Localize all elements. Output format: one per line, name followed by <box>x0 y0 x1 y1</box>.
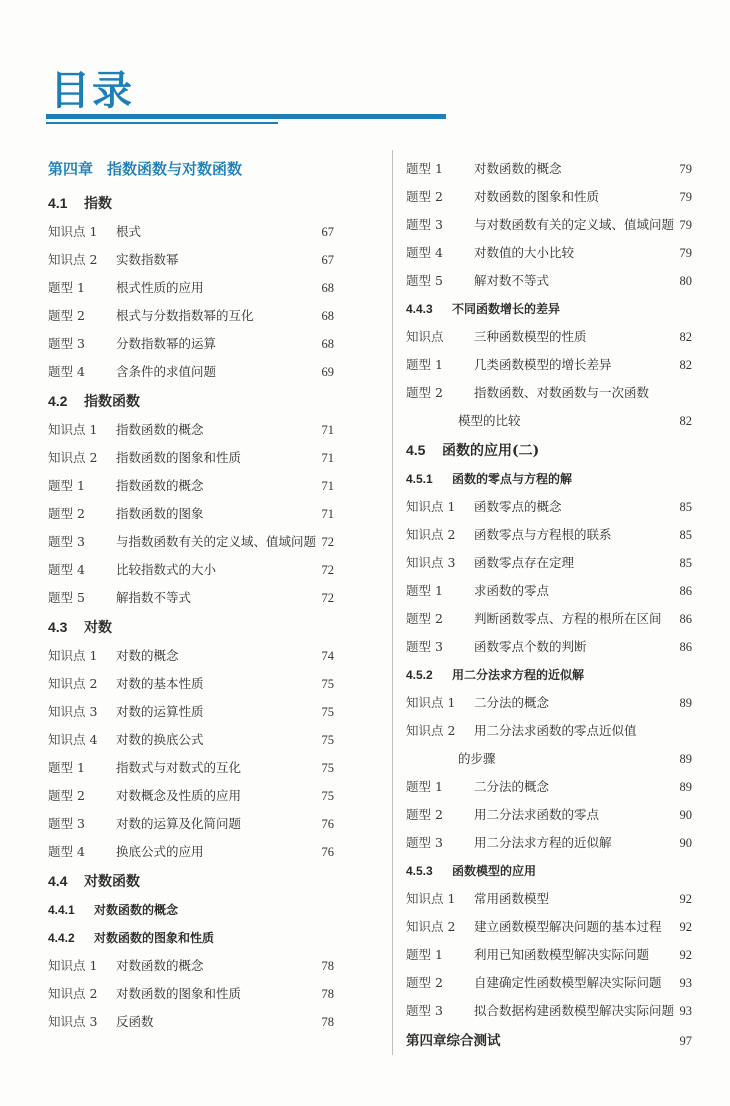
entry-title: 判断函数零点、方程的根所在区间 <box>474 611 662 626</box>
toc-section-heading <box>406 435 692 465</box>
entry-page-number: 79 <box>679 218 692 232</box>
toc-section-heading <box>48 386 334 416</box>
entry-label: 知识点 3 <box>406 555 456 570</box>
entry-title: 对数函数的图象和性质 <box>474 189 600 204</box>
entry-title: 与指数函数有关的定义域、值域问题 <box>116 534 317 549</box>
entry-page-number: 89 <box>679 752 692 766</box>
toc-entry <box>48 782 334 810</box>
entry-label: 知识点 1 <box>406 695 456 710</box>
entry-label: 题型 1 <box>406 161 443 176</box>
toc-entry <box>48 952 334 980</box>
entry-title: 对数的换底公式 <box>116 732 204 747</box>
entry-page-number: 78 <box>321 1015 334 1029</box>
entry-label: 知识点 2 <box>406 723 456 738</box>
entry-title: 用二分法求函数的零点 <box>474 807 600 822</box>
section-title: 对数函数 <box>84 874 140 890</box>
entry-title: 函数零点个数的判断 <box>474 639 587 654</box>
entry-page-number: 78 <box>321 959 334 973</box>
entry-page-number: 89 <box>679 780 692 794</box>
toc-entry <box>406 941 692 969</box>
entry-title: 二分法的概念 <box>474 695 550 710</box>
title-rule-thin <box>46 122 278 124</box>
toc-entry <box>48 444 334 472</box>
toc-subsection-heading <box>48 924 334 952</box>
entry-page-number: 75 <box>321 789 334 803</box>
entry-page-number: 90 <box>679 808 692 822</box>
entry-title: 指数函数的图象 <box>116 506 204 521</box>
entry-title: 对数函数的概念 <box>116 958 204 973</box>
entry-page-number: 71 <box>321 451 334 465</box>
toc-entry <box>48 726 334 754</box>
entry-title: 对数的运算性质 <box>116 704 204 719</box>
entry-label: 题型 1 <box>48 478 85 493</box>
entry-label: 知识点 2 <box>48 450 98 465</box>
entry-title: 几类函数模型的增长差异 <box>474 357 612 372</box>
entry-page-number: 93 <box>679 976 692 990</box>
toc-entry <box>48 556 334 584</box>
entry-label: 题型 4 <box>48 562 85 577</box>
toc-section-heading <box>48 612 334 642</box>
entry-label: 题型 1 <box>406 583 443 598</box>
entry-title: 二分法的概念 <box>474 779 550 794</box>
entry-page-number: 86 <box>679 612 692 626</box>
toc-entry <box>48 274 334 302</box>
subsection-number: 4.4.2 <box>48 931 75 945</box>
entry-page-number: 86 <box>679 640 692 654</box>
entry-page-number: 79 <box>679 246 692 260</box>
section-number: 4.1 <box>48 195 68 211</box>
toc-chapter-heading <box>48 150 334 188</box>
page-title: 目录 <box>50 68 134 114</box>
toc-entry <box>406 885 692 913</box>
toc-entry <box>406 605 692 633</box>
subsection-title: 用二分法求方程的近似解 <box>452 668 585 682</box>
toc-entry <box>406 577 692 605</box>
entry-title: 解对数不等式 <box>474 273 550 288</box>
entry-label: 题型 2 <box>406 975 443 990</box>
entry-page-number: 90 <box>679 836 692 850</box>
toc-subsection-heading <box>406 295 692 323</box>
entry-label: 题型 1 <box>48 760 85 775</box>
entry-title: 分数指数幂的运算 <box>116 336 217 351</box>
entry-page-number: 85 <box>679 500 692 514</box>
entry-label: 知识点 3 <box>48 1014 98 1029</box>
entry-label: 题型 3 <box>406 639 443 654</box>
entry-title: 反函数 <box>116 1014 154 1029</box>
entry-page-number: 71 <box>321 423 334 437</box>
toc-entry <box>406 351 692 379</box>
entry-label: 知识点 4 <box>48 732 98 747</box>
entry-title: 实数指数幂 <box>116 252 179 267</box>
entry-page-number: 72 <box>321 563 334 577</box>
entry-title: 含条件的求值问题 <box>116 364 217 379</box>
entry-label: 题型 2 <box>48 506 85 521</box>
entry-label: 题型 2 <box>48 308 85 323</box>
entry-page-number: 67 <box>321 225 334 239</box>
entry-page-number: 93 <box>679 1004 692 1018</box>
toc-entry <box>406 521 692 549</box>
entry-title: 对数的基本性质 <box>116 676 204 691</box>
toc-entry <box>406 773 692 801</box>
entry-title: 指数函数的概念 <box>116 478 204 493</box>
toc-entry <box>48 528 334 556</box>
toc-entry <box>406 717 692 745</box>
entry-page-number: 92 <box>679 948 692 962</box>
subsection-number: 4.4.1 <box>48 903 75 917</box>
toc-entry-continuation <box>406 745 692 773</box>
section-title: 指数函数 <box>84 394 140 410</box>
section-title: 指数 <box>84 196 112 212</box>
entry-label: 题型 1 <box>406 779 443 794</box>
entry-title: 对数函数的图象和性质 <box>116 986 242 1001</box>
toc-entry <box>48 358 334 386</box>
subsection-number: 4.5.1 <box>406 472 433 486</box>
toc-entry <box>48 754 334 782</box>
entry-page-number: 67 <box>321 253 334 267</box>
toc-subsection-heading <box>48 896 334 924</box>
entry-title: 拟合数据构建函数模型解决实际问题 <box>474 1003 675 1018</box>
entry-page-number: 80 <box>679 274 692 288</box>
entry-page-number: 68 <box>321 309 334 323</box>
entry-label: 知识点 1 <box>48 958 98 973</box>
entry-label: 题型 3 <box>48 336 85 351</box>
toc-entry <box>406 829 692 857</box>
entry-title: 自建确定性函数模型解决实际问题 <box>474 975 662 990</box>
toc-entry <box>406 267 692 295</box>
entry-label: 题型 5 <box>406 273 443 288</box>
entry-title: 对数函数的概念 <box>474 161 562 176</box>
toc-subsection-heading <box>406 661 692 689</box>
chapter-title: 指数函数与对数函数 <box>107 160 243 178</box>
toc-entry <box>406 689 692 717</box>
toc-entry <box>48 416 334 444</box>
toc-entry <box>406 323 692 351</box>
entry-page-number: 71 <box>321 507 334 521</box>
entry-label: 题型 4 <box>48 364 85 379</box>
subsection-number: 4.5.2 <box>406 668 433 682</box>
entry-title: 利用已知函数模型解决实际问题 <box>474 947 650 962</box>
entry-label: 题型 2 <box>406 611 443 626</box>
toc-entry <box>406 155 692 183</box>
entry-page-number: 71 <box>321 479 334 493</box>
entry-page-number: 97 <box>679 1034 692 1048</box>
entry-label: 知识点 2 <box>406 527 456 542</box>
toc-entry-continuation <box>406 407 692 435</box>
entry-label: 题型 2 <box>406 189 443 204</box>
subsection-number: 4.5.3 <box>406 864 433 878</box>
entry-page-number: 74 <box>321 649 334 663</box>
entry-page-number: 75 <box>321 705 334 719</box>
entry-title: 三种函数模型的性质 <box>474 329 587 344</box>
entry-page-number: 68 <box>321 281 334 295</box>
entry-title: 与对数函数有关的定义域、值域问题 <box>474 217 675 232</box>
entry-page-number: 72 <box>321 535 334 549</box>
toc-entry <box>48 472 334 500</box>
entry-page-number: 69 <box>321 365 334 379</box>
toc-section-heading <box>48 866 334 896</box>
toc-entry <box>406 239 692 267</box>
subsection-title: 函数模型的应用 <box>452 864 537 878</box>
entry-title: 函数零点存在定理 <box>474 555 575 570</box>
entry-page-number: 68 <box>321 337 334 351</box>
entry-title: 对数的运算及化简问题 <box>116 816 242 831</box>
entry-title: 换底公式的应用 <box>116 844 204 859</box>
entry-page-number: 72 <box>321 591 334 605</box>
toc-entry <box>48 218 334 246</box>
entry-title: 指数函数、对数函数与一次函数 <box>474 385 650 400</box>
subsection-number: 4.4.3 <box>406 302 433 316</box>
entry-page-number: 85 <box>679 528 692 542</box>
entry-label: 知识点 1 <box>406 499 456 514</box>
entry-title: 根式 <box>116 224 142 239</box>
entry-label: 题型 4 <box>406 245 443 260</box>
entry-title: 对数概念及性质的应用 <box>116 788 242 803</box>
toc-left-column <box>48 150 334 1036</box>
entry-title: 函数零点与方程根的联系 <box>474 527 612 542</box>
column-divider <box>392 150 393 1055</box>
entry-label: 题型 2 <box>48 788 85 803</box>
entry-title: 用二分法求函数的零点近似值 <box>474 723 637 738</box>
entry-label: 知识点 <box>406 329 444 344</box>
toc-entry <box>48 980 334 1008</box>
entry-page-number: 79 <box>679 190 692 204</box>
toc-entry <box>48 642 334 670</box>
toc-subsection-heading <box>406 857 692 885</box>
toc-chapter-test <box>406 1025 692 1057</box>
entry-page-number: 78 <box>321 987 334 1001</box>
entry-label: 知识点 2 <box>48 252 98 267</box>
toc-entry <box>48 670 334 698</box>
entry-title: 对数值的大小比较 <box>474 245 575 260</box>
entry-page-number: 76 <box>321 817 334 831</box>
entry-page-number: 89 <box>679 696 692 710</box>
entry-label: 知识点 1 <box>48 648 98 663</box>
section-title: 对数 <box>84 620 112 636</box>
toc-entry <box>406 633 692 661</box>
section-number: 4.2 <box>48 393 68 409</box>
entry-title: 用二分法求方程的近似解 <box>474 835 612 850</box>
subsection-title: 对数函数的概念 <box>94 903 179 917</box>
toc-entry <box>406 493 692 521</box>
toc-entry <box>48 500 334 528</box>
toc-entry <box>48 698 334 726</box>
entry-title: 指数式与对数式的互化 <box>116 760 242 775</box>
toc-entry <box>48 330 334 358</box>
entry-title: 常用函数模型 <box>474 891 550 906</box>
toc-entry <box>406 969 692 997</box>
toc-entry <box>48 584 334 612</box>
section-number: 4.4 <box>48 873 68 889</box>
toc-entry <box>406 801 692 829</box>
entry-label: 题型 3 <box>48 816 85 831</box>
entry-label: 题型 4 <box>48 844 85 859</box>
entry-page-number: 85 <box>679 556 692 570</box>
chapter-test-title: 第四章综合测试 <box>406 1033 501 1049</box>
entry-label: 知识点 2 <box>48 986 98 1001</box>
entry-page-number: 75 <box>321 677 334 691</box>
entry-page-number: 75 <box>321 761 334 775</box>
entry-page-number: 82 <box>679 330 692 344</box>
entry-title: 比较指数式的大小 <box>116 562 217 577</box>
toc-entry <box>406 211 692 239</box>
entry-title: 根式性质的应用 <box>116 280 204 295</box>
subsection-title: 不同函数增长的差异 <box>452 302 561 316</box>
entry-label: 题型 5 <box>48 590 85 605</box>
toc-entry <box>48 810 334 838</box>
chapter-label: 第四章 <box>48 160 94 178</box>
entry-label: 知识点 2 <box>406 919 456 934</box>
toc-entry <box>48 302 334 330</box>
toc-entry <box>406 913 692 941</box>
section-title: 函数的应用(二) <box>442 443 540 459</box>
toc-entry <box>48 1008 334 1036</box>
toc-entry <box>48 246 334 274</box>
toc-entry <box>406 549 692 577</box>
entry-label: 知识点 1 <box>406 891 456 906</box>
entry-label: 知识点 1 <box>48 422 98 437</box>
entry-label: 知识点 1 <box>48 224 98 239</box>
entry-page-number: 79 <box>679 162 692 176</box>
subsection-title: 函数的零点与方程的解 <box>452 472 573 486</box>
entry-label: 题型 2 <box>406 807 443 822</box>
entry-title-continued: 的步骤 <box>458 751 496 766</box>
entry-label: 题型 1 <box>406 947 443 962</box>
section-number: 4.5 <box>406 442 426 458</box>
toc-subsection-heading <box>406 465 692 493</box>
section-number: 4.3 <box>48 619 68 635</box>
entry-title: 指数函数的图象和性质 <box>116 450 242 465</box>
entry-label: 题型 1 <box>406 357 443 372</box>
entry-title: 解指数不等式 <box>116 590 192 605</box>
entry-label: 知识点 3 <box>48 704 98 719</box>
entry-label: 题型 2 <box>406 385 443 400</box>
entry-page-number: 75 <box>321 733 334 747</box>
entry-label: 题型 3 <box>406 217 443 232</box>
entry-page-number: 92 <box>679 920 692 934</box>
entry-page-number: 82 <box>679 414 692 428</box>
toc-entry <box>48 838 334 866</box>
toc-section-heading <box>48 188 334 218</box>
entry-label: 知识点 2 <box>48 676 98 691</box>
toc-entry <box>406 997 692 1025</box>
entry-title-continued: 模型的比较 <box>458 413 521 428</box>
toc-right-column <box>406 155 692 1057</box>
title-rule-thick <box>46 114 446 119</box>
entry-page-number: 92 <box>679 892 692 906</box>
entry-title: 指数函数的概念 <box>116 422 204 437</box>
entry-label: 题型 3 <box>406 1003 443 1018</box>
toc-entry <box>406 183 692 211</box>
subsection-title: 对数函数的图象和性质 <box>94 931 215 945</box>
entry-page-number: 82 <box>679 358 692 372</box>
toc-entry <box>406 379 692 407</box>
entry-title: 建立函数模型解决问题的基本过程 <box>474 919 662 934</box>
entry-page-number: 76 <box>321 845 334 859</box>
entry-label: 题型 3 <box>406 835 443 850</box>
entry-label: 题型 3 <box>48 534 85 549</box>
entry-title: 求函数的零点 <box>474 583 550 598</box>
entry-title: 函数零点的概念 <box>474 499 562 514</box>
entry-title: 根式与分数指数幂的互化 <box>116 308 254 323</box>
entry-label: 题型 1 <box>48 280 85 295</box>
entry-page-number: 86 <box>679 584 692 598</box>
entry-title: 对数的概念 <box>116 648 179 663</box>
